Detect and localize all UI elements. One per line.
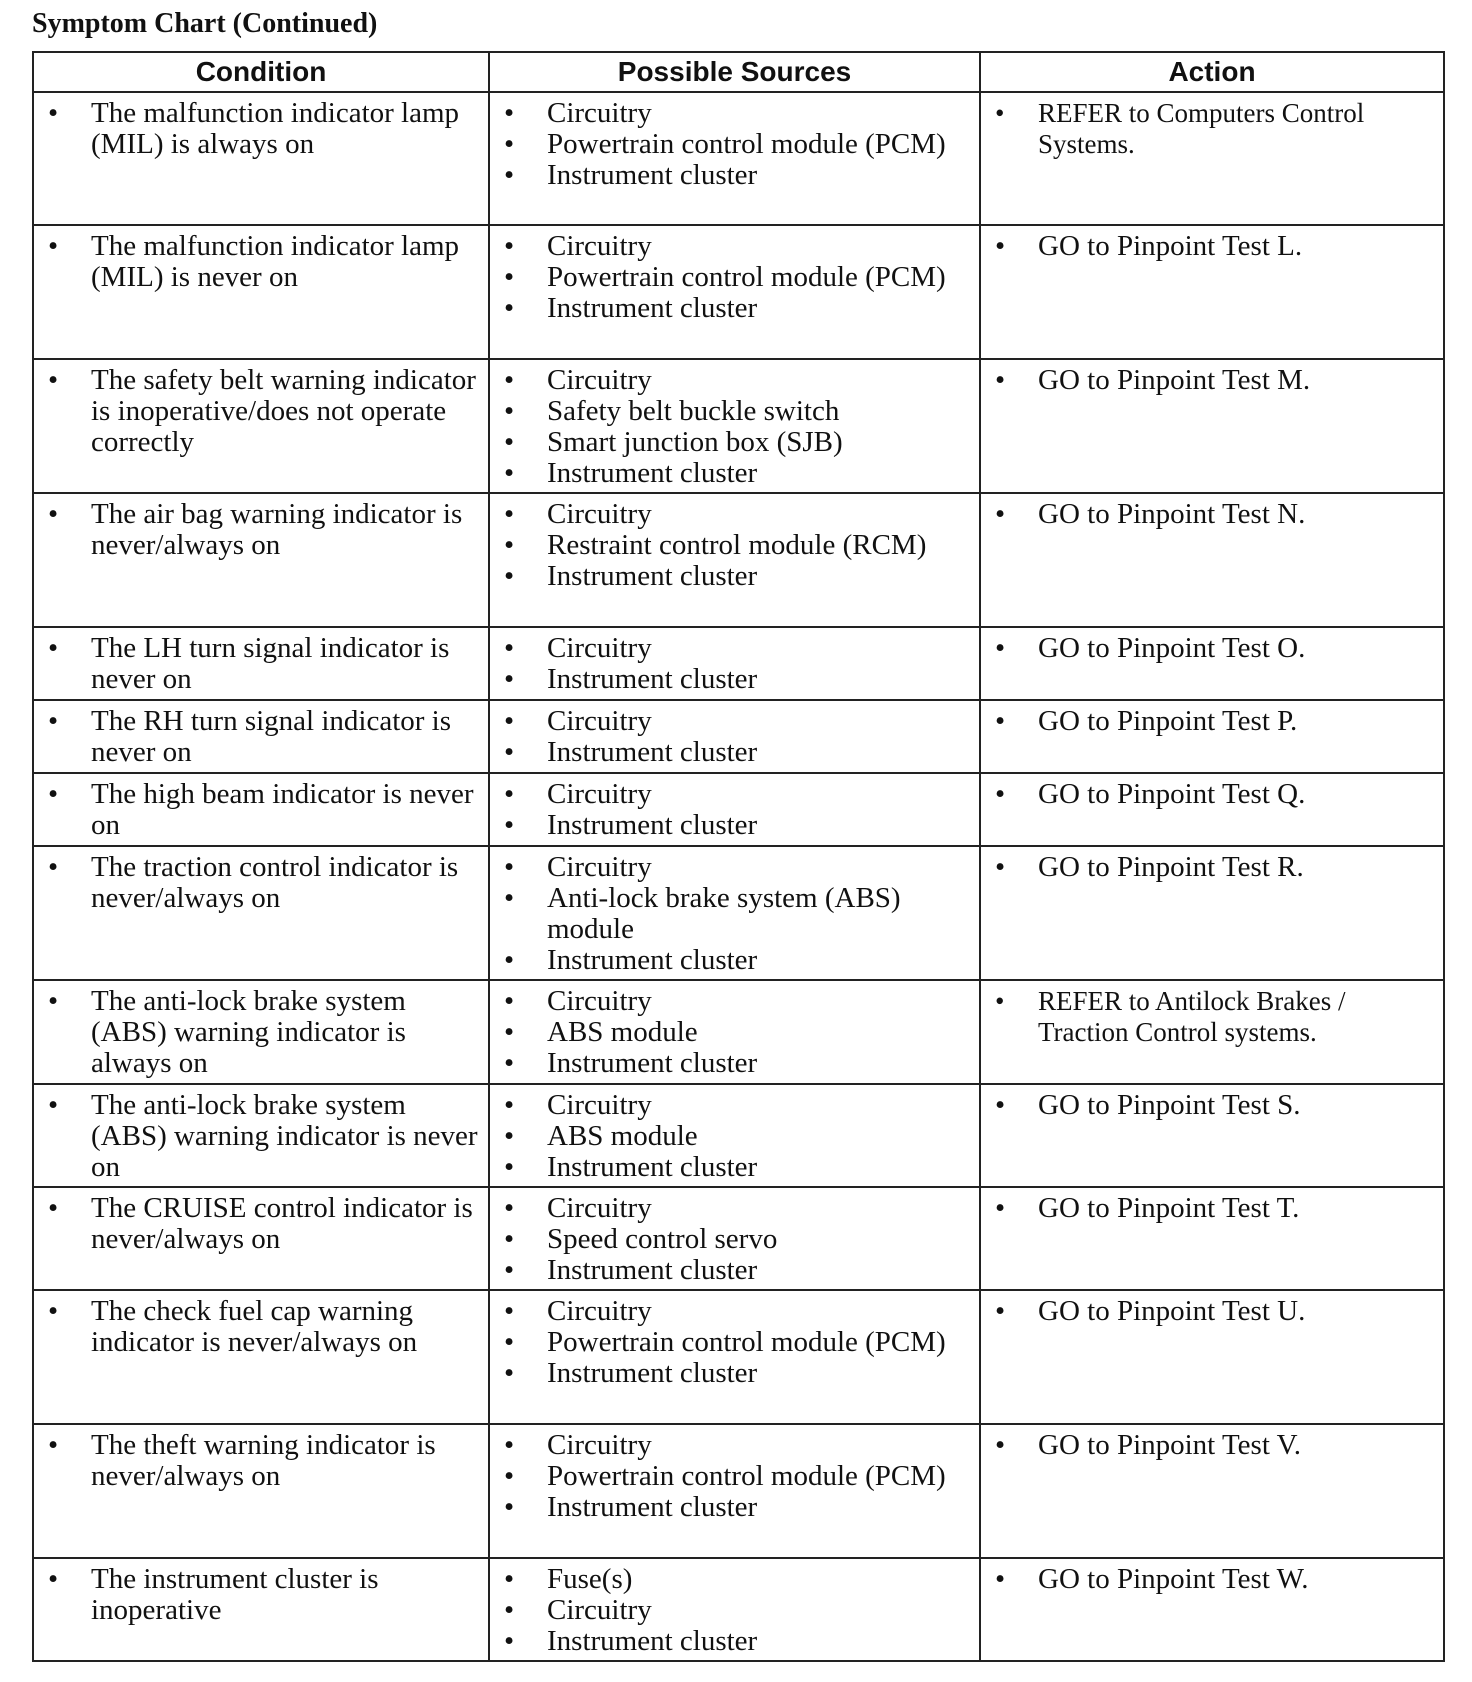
header-condition: Condition [33, 52, 489, 92]
table-row [33, 225, 1444, 359]
condition-cell [33, 1084, 489, 1187]
action-cell [980, 92, 1444, 225]
sources-cell [489, 773, 980, 846]
action-text: • GO to Pinpoint Test N. [991, 499, 1433, 530]
source-item: • Circuitry [500, 1595, 969, 1626]
sources-cell [489, 1187, 980, 1290]
table-row [33, 846, 1444, 980]
action-cell [980, 980, 1444, 1084]
page-title: Symptom Chart (Continued) [32, 8, 378, 39]
action-cell [980, 773, 1444, 846]
source-item: • Circuitry [500, 1430, 969, 1461]
source-item: • Circuitry [500, 706, 969, 737]
condition-cell [33, 700, 489, 773]
table-row [33, 1187, 1444, 1290]
action-text: • GO to Pinpoint Test T. [991, 1193, 1433, 1224]
condition-text: • The LH turn signal indicator is never on [44, 633, 478, 695]
action-cell [980, 493, 1444, 627]
condition-cell [33, 980, 489, 1084]
action-text: • GO to Pinpoint Test P. [991, 706, 1433, 737]
condition-text: • The CRUISE control indicator is never/always on [44, 1193, 478, 1255]
condition-text: • The traction control indicator is never/always on [44, 852, 478, 914]
source-item: • Circuitry [500, 986, 969, 1017]
source-item: • Instrument cluster [500, 1048, 969, 1079]
source-item: • Instrument cluster [500, 1255, 969, 1286]
sources-cell [489, 1424, 980, 1558]
action-text: • GO to Pinpoint Test R. [991, 852, 1433, 883]
action-text: • GO to Pinpoint Test M. [991, 365, 1433, 396]
source-item: • Circuitry [500, 499, 969, 530]
condition-text: • The RH turn signal indicator is never on [44, 706, 478, 768]
source-item: • Circuitry [500, 633, 969, 664]
header-action: Action [980, 52, 1444, 92]
condition-cell [33, 493, 489, 627]
action-cell [980, 1187, 1444, 1290]
source-item: • Circuitry [500, 779, 969, 810]
action-cell [980, 700, 1444, 773]
condition-text: • The anti-lock brake system (ABS) warning indicator is never on [44, 1090, 478, 1183]
table-row [33, 773, 1444, 846]
sources-cell [489, 1084, 980, 1187]
condition-text: • The malfunction indicator lamp (MIL) is never on [44, 231, 478, 293]
action-cell [980, 359, 1444, 493]
sources-cell [489, 1558, 980, 1661]
sources-cell [489, 627, 980, 700]
table-row [33, 1558, 1444, 1661]
action-text: • GO to Pinpoint Test V. [991, 1430, 1433, 1461]
sources-cell [489, 225, 980, 359]
source-item: • Instrument cluster [500, 737, 969, 768]
condition-cell [33, 1558, 489, 1661]
action-text: • REFER to Computers Control Systems. [991, 98, 1433, 160]
condition-text: • The safety belt warning indicator is inoperative/does not operate correctly [44, 365, 478, 458]
table-row [33, 92, 1444, 225]
condition-text: • The instrument cluster is inoperative [44, 1564, 478, 1626]
source-item: • Instrument cluster [500, 1152, 969, 1183]
table-body [33, 92, 1444, 1661]
sources-cell [489, 846, 980, 980]
sources-cell [489, 1290, 980, 1424]
source-item: • ABS module [500, 1121, 969, 1152]
symptom-table [32, 51, 1445, 1662]
condition-text: • The theft warning indicator is never/always on [44, 1430, 478, 1492]
sources-cell [489, 92, 980, 225]
condition-cell [33, 1187, 489, 1290]
source-item: • Instrument cluster [500, 810, 969, 841]
action-text: • GO to Pinpoint Test S. [991, 1090, 1433, 1121]
condition-cell [33, 92, 489, 225]
condition-cell [33, 1290, 489, 1424]
source-item: • Powertrain control module (PCM) [500, 129, 969, 160]
table-row [33, 1424, 1444, 1558]
action-cell [980, 846, 1444, 980]
table-row [33, 627, 1444, 700]
source-item: • ABS module [500, 1017, 969, 1048]
source-item: • Instrument cluster [500, 458, 969, 489]
source-item: • Powertrain control module (PCM) [500, 1461, 969, 1492]
source-item: • Instrument cluster [500, 1626, 969, 1657]
source-item: • Instrument cluster [500, 561, 969, 592]
action-text: • GO to Pinpoint Test W. [991, 1564, 1433, 1595]
source-item: • Instrument cluster [500, 664, 969, 695]
action-cell [980, 1290, 1444, 1424]
condition-cell [33, 773, 489, 846]
action-cell [980, 225, 1444, 359]
source-item: • Circuitry [500, 1296, 969, 1327]
table-row [33, 493, 1444, 627]
sources-cell [489, 700, 980, 773]
action-text: • GO to Pinpoint Test L. [991, 231, 1433, 262]
source-item: • Instrument cluster [500, 160, 969, 191]
table-row [33, 359, 1444, 493]
source-item: • Powertrain control module (PCM) [500, 262, 969, 293]
action-cell [980, 1424, 1444, 1558]
source-item: • Circuitry [500, 365, 969, 396]
condition-cell [33, 1424, 489, 1558]
action-text: • GO to Pinpoint Test O. [991, 633, 1433, 664]
action-text: • REFER to Antilock Brakes / Traction Control systems. [991, 986, 1433, 1048]
sources-cell [489, 980, 980, 1084]
sources-cell [489, 359, 980, 493]
source-item: • Circuitry [500, 98, 969, 129]
action-cell [980, 627, 1444, 700]
action-cell [980, 1558, 1444, 1661]
condition-text: • The air bag warning indicator is never/always on [44, 499, 478, 561]
source-item: • Speed control servo [500, 1224, 969, 1255]
condition-text: • The check fuel cap warning indicator is never/always on [44, 1296, 478, 1358]
table-row [33, 980, 1444, 1084]
condition-cell [33, 359, 489, 493]
source-item: • Circuitry [500, 231, 969, 262]
source-item: • Instrument cluster [500, 293, 969, 324]
source-item: • Instrument cluster [500, 945, 969, 976]
action-cell [980, 1084, 1444, 1187]
table-row [33, 1290, 1444, 1424]
action-text: • GO to Pinpoint Test U. [991, 1296, 1433, 1327]
source-item: • Restraint control module (RCM) [500, 530, 969, 561]
source-item: • Fuse(s) [500, 1564, 969, 1595]
source-item: • Safety belt buckle switch [500, 396, 969, 427]
sources-cell [489, 493, 980, 627]
action-text: • GO to Pinpoint Test Q. [991, 779, 1433, 810]
condition-text: • The malfunction indicator lamp (MIL) is always on [44, 98, 478, 160]
condition-cell [33, 846, 489, 980]
condition-text: • The anti-lock brake system (ABS) warning indicator is always on [44, 986, 478, 1079]
source-item: • Instrument cluster [500, 1492, 969, 1523]
source-item: • Instrument cluster [500, 1358, 969, 1389]
table-row [33, 1084, 1444, 1187]
condition-text: • The high beam indicator is never on [44, 779, 478, 841]
source-item: • Circuitry [500, 1193, 969, 1224]
condition-cell [33, 225, 489, 359]
table-row [33, 700, 1444, 773]
source-item: • Circuitry [500, 852, 969, 883]
header-row [33, 52, 1444, 92]
header-possible-sources: Possible Sources [489, 52, 980, 92]
source-item: • Powertrain control module (PCM) [500, 1327, 969, 1358]
source-item: • Smart junction box (SJB) [500, 427, 969, 458]
source-item: • Circuitry [500, 1090, 969, 1121]
source-item: • Anti-lock brake system (ABS) module [500, 883, 969, 945]
condition-cell [33, 627, 489, 700]
